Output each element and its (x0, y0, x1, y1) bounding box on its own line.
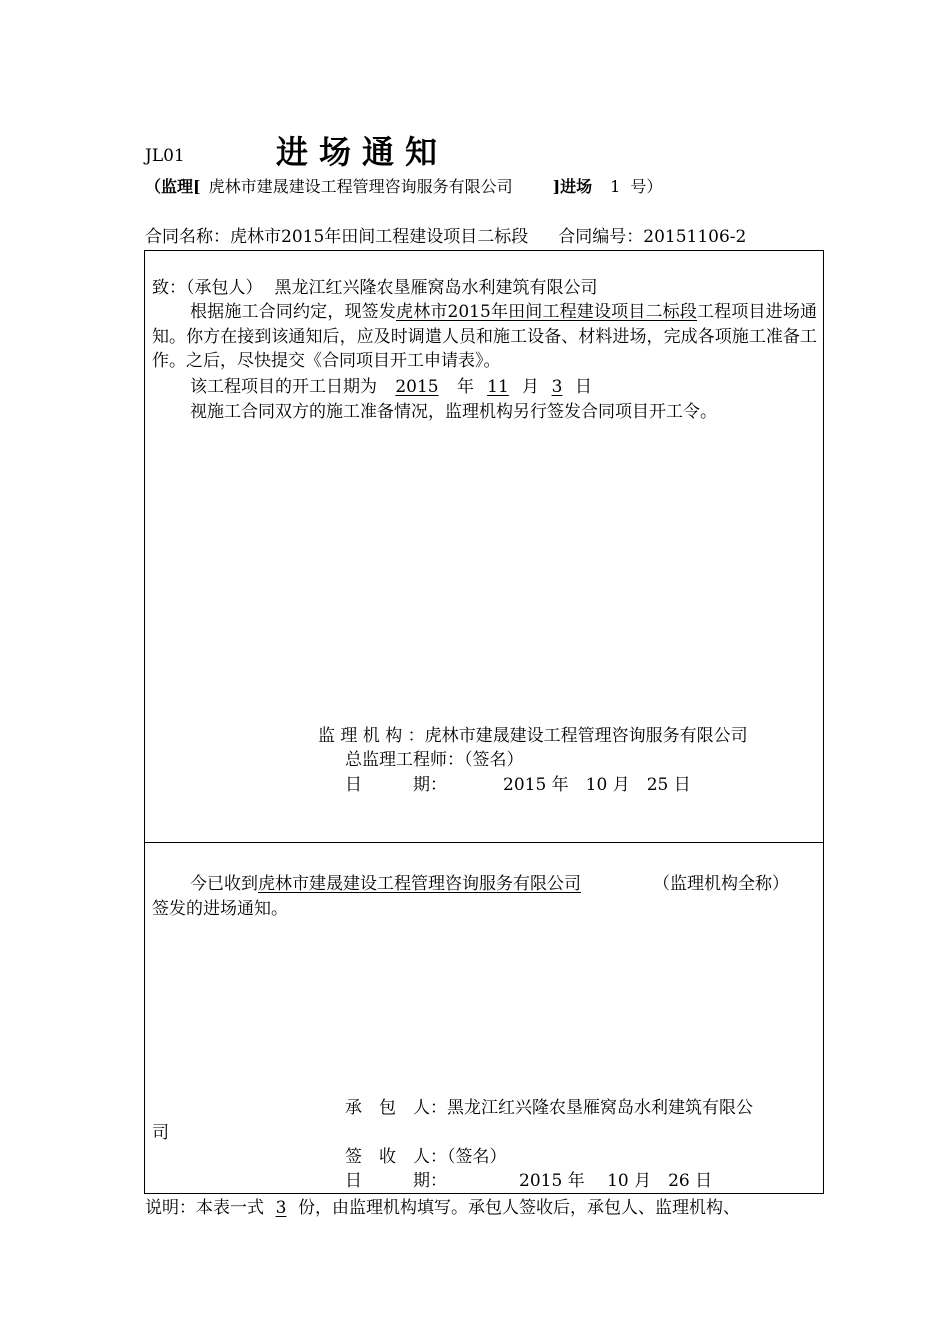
receipt-date: 2015 年 10 月 26 日 (519, 1171, 713, 1191)
receipt-contractor-label: 承 包 人： (345, 1098, 447, 1118)
receipt-section (144, 843, 824, 1194)
start-year: 2015 (395, 377, 439, 397)
entry-suffix: 号） (630, 177, 663, 196)
notice-date-line (345, 777, 691, 794)
receipt-contractor-name: 黑龙江红兴隆农垦雁窝岛水利建筑有限公 (447, 1098, 753, 1118)
contract-no-label: 合同编号： (558, 227, 644, 247)
receipt-contractor-line (345, 1100, 753, 1117)
notice-date: 2015 年 10 月 25 日 (503, 775, 691, 795)
start-date-line (190, 379, 592, 396)
notice-paragraph-1 (152, 300, 817, 374)
p1-rest: 工程项目进场通知。你方在接到该通知后，应及时调遣人员和施工设备、材料进场，完成各项施工准备工作。之后，尽快提交《合同项目开工申请表》。 (152, 302, 818, 371)
p1-project: 虎林市2015年田间工程建设项目二标段 (396, 302, 697, 322)
contract-no: 20151106-2 (643, 227, 747, 247)
footer-copies: 3 (275, 1198, 287, 1218)
supervisor-prefix: （监理[ (145, 177, 201, 196)
footer-prefix: 说明：本表一式 (145, 1198, 264, 1218)
start-month: 11 (487, 377, 509, 397)
receipt-suffix: （监理机构全称） (653, 874, 789, 894)
receipt-line-1 (190, 876, 789, 893)
to-label: 致：（承包人） (152, 278, 263, 298)
entry-label: ]进场 (552, 177, 593, 196)
entry-number: 1 (610, 177, 621, 196)
page-title: 进场通知 (276, 133, 449, 171)
start-day: 3 (551, 377, 563, 397)
contract-name-label: 合同名称： (145, 227, 230, 247)
footer-note (145, 1200, 740, 1217)
contract-name: 虎林市2015年田间工程建设项目二标段 (230, 227, 529, 247)
contract-line (145, 229, 746, 246)
start-prefix: 该工程项目的开工日期为 (190, 377, 377, 397)
supervisor-line (145, 179, 662, 195)
notice-date-label: 日 期： (345, 775, 447, 795)
receipt-line-2: 签发的进场通知。 (152, 899, 288, 919)
org-label: 监 理 机 构 ： (318, 726, 425, 746)
receipt-org: 虎林市建晟建设工程管理咨询服务有限公司 (258, 874, 581, 894)
engineer-signature-line: 总监理工程师：（签名） (345, 750, 524, 770)
receipt-prefix: 今已收到 (190, 874, 258, 894)
supervisor-name: 虎林市建晟建设工程管理咨询服务有限公司 (208, 177, 513, 196)
receipt-signer-line: 签 收 人：（签名） (345, 1147, 507, 1167)
p1-prefix: 根据施工合同约定，现签发 (190, 302, 397, 322)
start-day-char: 日 (575, 377, 592, 397)
footer-rest: 份，由监理机构填写。承包人签收后，承包人、监理机构、 (298, 1198, 740, 1218)
notice-to-line (152, 280, 598, 297)
receipt-date-label: 日 期： (345, 1171, 447, 1191)
org-line (318, 728, 748, 745)
receipt-contractor-tail: 司 (152, 1123, 169, 1143)
org-name: 虎林市建晟建设工程管理咨询服务有限公司 (424, 726, 748, 746)
receipt-date-line (345, 1173, 712, 1190)
notice-paragraph-3: 视施工合同双方的施工准备情况，监理机构另行签发合同项目开工令。 (190, 402, 717, 422)
form-code: JL01 (145, 146, 185, 166)
notice-contractor: 黑龙江红兴隆农垦雁窝岛水利建筑有限公司 (274, 278, 598, 298)
start-year-char: 年 (457, 377, 474, 397)
start-month-char: 月 (522, 377, 539, 397)
